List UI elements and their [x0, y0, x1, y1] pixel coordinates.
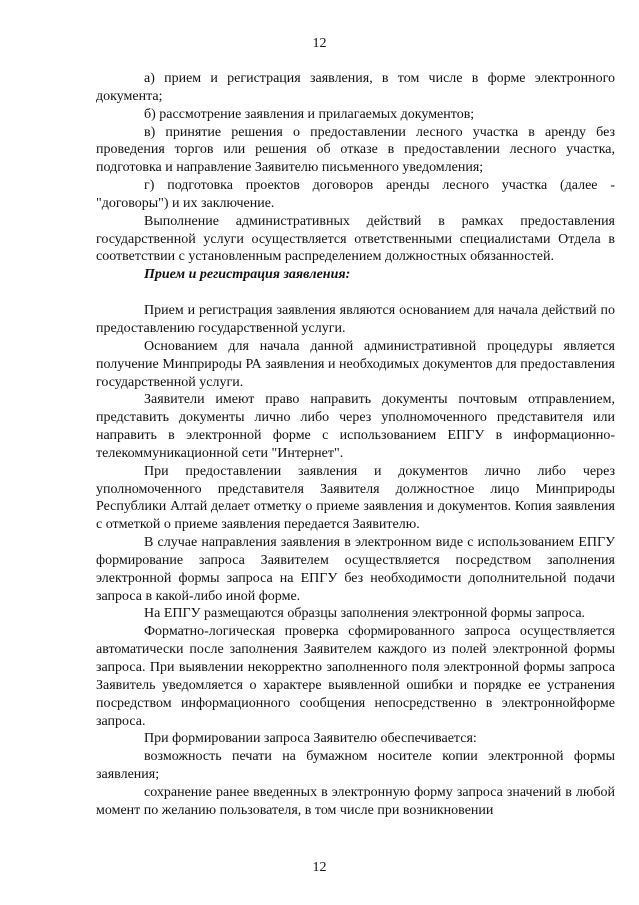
- document-body: [96, 70, 615, 820]
- paragraph-format-check: Форматно-логическая проверка сформированного запроса осуществляется автоматически после заполнения Заявителем каждого из полей электронной формы запроса. При выявлении некорректно заполненного поля электронной формы запроса Заявитель уведомляется о характере выявленной ошибки и порядке ее устранения посредством информационного сообщения непосредственно в электроннойформе запроса.: [96, 624, 615, 729]
- page-number-top: 12: [312, 36, 327, 51]
- paragraph-provided-intro: При формировании запроса Заявителю обеспечивается:: [144, 731, 477, 747]
- section-heading: Прием и регистрация заявления:: [144, 267, 351, 283]
- paragraph-print-copy: возможность печати на бумажном носителе копии электронной формы заявления;: [96, 749, 615, 783]
- paragraph-stage-a: а) прием и регистрация заявления, в том числе в форме электронного документа;: [96, 71, 615, 104]
- paragraph-basis: Основанием для начала данной административной процедуры является получение Минприроды РА заявления и необходимых документов для предоставления государственной услуги.: [96, 338, 615, 390]
- paragraph-stage-d: г) подготовка проектов договоров аренды лесного участка (далее - "договоры") и их заключение.: [96, 178, 615, 211]
- paragraph-basis-start: Прием и регистрация заявления являются основанием для начала действий по предоставлению государственной услуги.: [96, 303, 615, 336]
- paragraph-samples: На ЕПГУ размещаются образцы заполнения электронной формы запроса.: [144, 606, 586, 622]
- page-number-bottom: 12: [312, 860, 327, 875]
- paragraph-execution: Выполнение административных действий в рамках предоставления государственной услуги осуществляется ответственными специалистами Отдела в соответствии с установленным распределением должностных обязанностей.: [96, 213, 615, 265]
- paragraph-electronic-submission: В случае направления заявления в электронном виде с использованием ЕПГУ формирование запроса Заявителем осуществляется посредством заполнения электронной формы запроса на ЕПГУ без необходимости дополнительной подачи запроса в какой-либо иной форме.: [96, 535, 615, 604]
- paragraph-save-values: сохранение ранее введенных в электронную форму запроса значений в любой момент по желанию пользователя, в том числе при возникновении: [96, 784, 615, 818]
- paragraph-stage-b: б) рассмотрение заявления и прилагаемых документов;: [144, 106, 475, 122]
- paragraph-personal-submission: При предоставлении заявления и документов лично либо через уполномоченного представителя Заявителя должностное лицо Минприроды Республики Алтай делает отметку о приеме заявления и документов. Копия заявления с отметкой о приеме заявления передается Заявителю.: [96, 463, 615, 533]
- paragraph-applicant-rights: Заявители имеют право направить документы почтовым отправлением, представить документы лично либо через уполномоченного представителя или направить в электронной форме с использованием ЕПГУ в информационно-телекоммуникационной сети "Интернет".: [96, 392, 615, 461]
- paragraph-stage-c: в) принятие решения о предоставлении лесного участка в аренду без проведения торгов или решения об отказе в предоставлении лесного участка, подготовка и направление Заявителю письменного уведомления;: [96, 124, 615, 176]
